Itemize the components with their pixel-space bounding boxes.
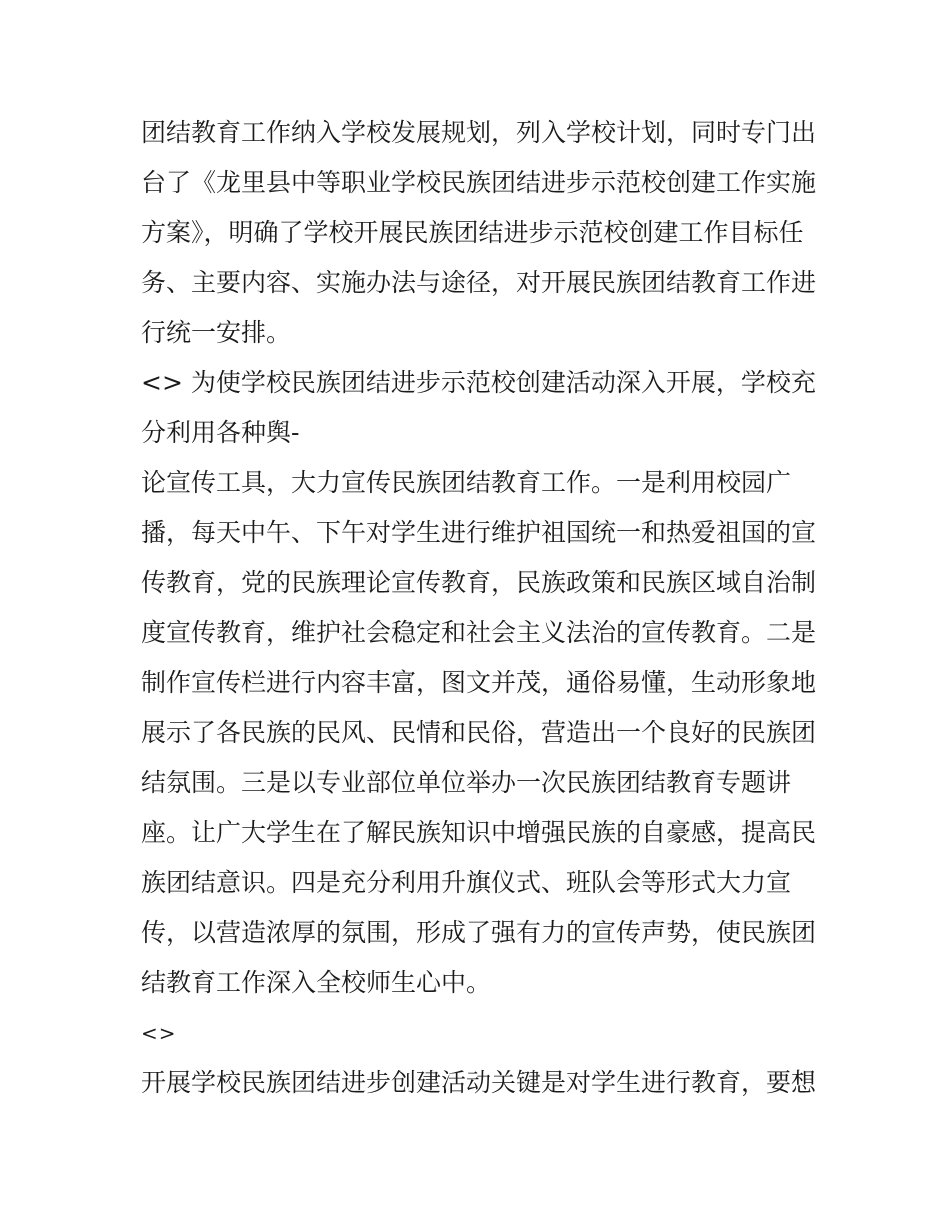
text-line: 方案》，明确了学校开展民族团结进步示范校创建工作目标任 [141, 218, 804, 247]
text-line: 传，以营造浓厚的氛围，形成了强有力的宣传声势，使民族团 [141, 918, 817, 947]
text-line: 度宣传教育，维护社会稳定和社会主义法治的宣传教育。二是 [141, 618, 817, 647]
text-line: 展示了各民族的民风、民情和民俗，营造出一个良好的民族团 [141, 718, 817, 747]
text-line: 务、主要内容、实施办法与途径，对开展民族团结教育工作进 [141, 268, 817, 297]
text-line: 论宣传工具，大力宣传民族团结教育工作。一是利用校园广 [141, 468, 792, 497]
text-line: 播，每天中午、下午对学生进行维护祖国统一和热爱祖国的宣 [141, 518, 817, 547]
text-line: 结教育工作深入全校师生心中。 [141, 968, 492, 997]
text-line: <> 为使学校民族团结进步示范校创建活动深入开展，学校充 [141, 368, 816, 397]
placeholder-marker: <> [141, 1021, 177, 1045]
text-line: 座。让广大学生在了解民族知识中增强民族的自豪感，提高民 [141, 818, 817, 847]
body-text [141, 108, 821, 1108]
text-line: 分利用各种舆- [141, 418, 300, 447]
text-line: 结氛围。三是以专业部位单位举办一次民族团结教育专题讲 [141, 768, 792, 797]
text-line: 台了《龙里县中等职业学校民族团结进步示范校创建工作实施 [141, 168, 817, 197]
text-line: 行统一安排。 [141, 318, 292, 347]
text-line: 传教育，党的民族理论宣传教育，民族政策和民族区域自治制 [141, 568, 817, 597]
text-line: 团结教育工作纳入学校发展规划，列入学校计划，同时专门出 [141, 118, 817, 147]
text-line: 开展学校民族团结进步创建活动关键是对学生进行教育，要想 [141, 1068, 817, 1097]
text-line: 制作宣传栏进行内容丰富，图文并茂，通俗易懂，生动形象地 [141, 668, 817, 697]
text-line: 族团结意识。四是充分利用升旗仪式、班队会等形式大力宣 [141, 868, 792, 897]
